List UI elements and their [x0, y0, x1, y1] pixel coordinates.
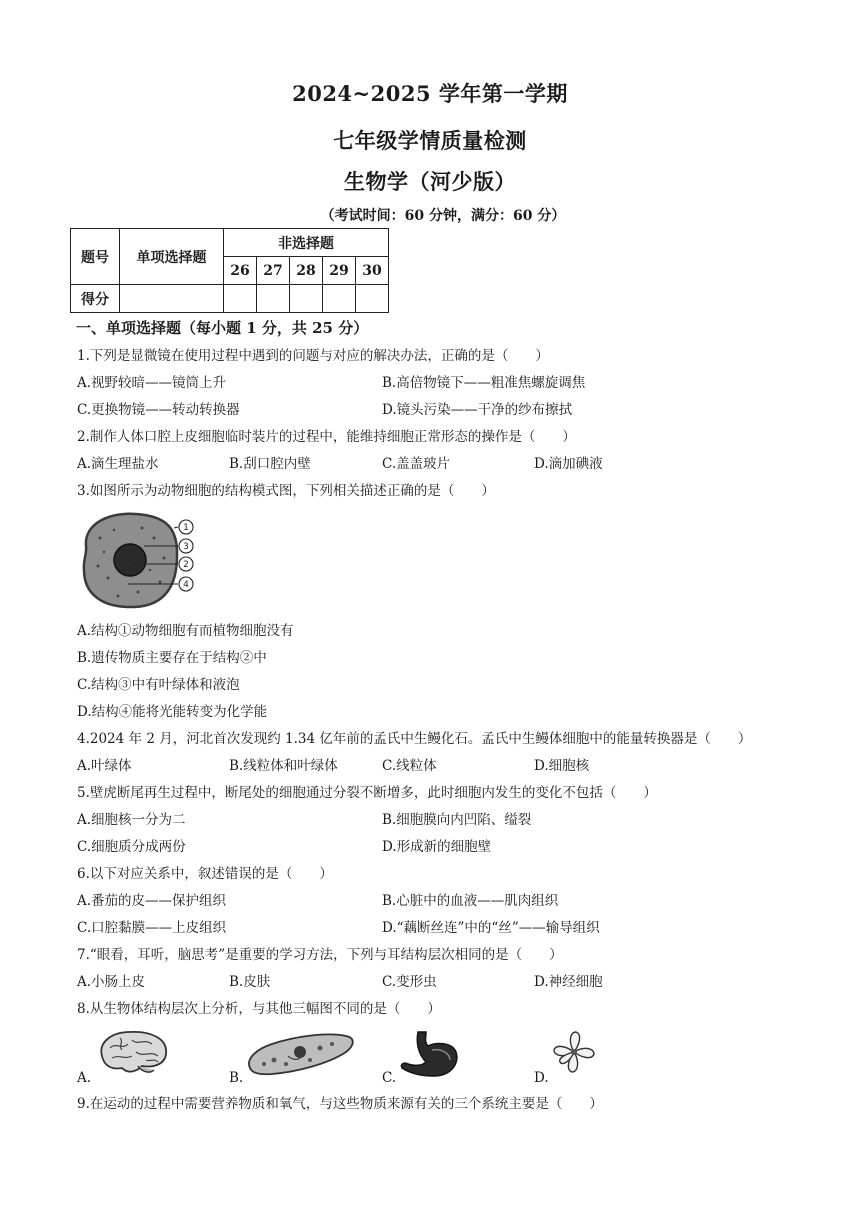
- score-table-number: 27: [257, 257, 290, 285]
- question-5-option-d: D.形成新的细胞壁: [382, 839, 492, 855]
- exam-title-grade: 七年级学情质量检测: [333, 128, 527, 153]
- question-3-stem: 3.如图所示为动物细胞的结构模式图，下列相关描述正确的是（ ）: [77, 483, 495, 499]
- question-2-option-a: A.滴生理盐水: [77, 456, 159, 472]
- question-4-stem: 4.2024 年 2 月，河北首次发现约 1.34 亿年前的孟氏中生鳗化石。孟氏中生鳗体细胞中的能量转换器是（ ）: [77, 731, 752, 747]
- question-7-stem: 7.“眼看，耳听，脑思考”是重要的学习方法，下列与耳结构层次相同的是（ ）: [77, 947, 563, 963]
- question-8-stem: 8.从生物体结构层次上分析，与其他三幅图不同的是（ ）: [77, 1001, 441, 1017]
- animal-cell-diagram: [78, 508, 200, 612]
- question-3-option-c: C.结构③中有叶绿体和液泡: [77, 677, 240, 693]
- question-7-option-b: B.皮肤: [229, 974, 271, 990]
- question-2-option-b: B.刮口腔内壁: [229, 456, 311, 472]
- question-8-option-d: D.: [534, 1070, 549, 1086]
- question-4-option-c: C.线粒体: [382, 758, 437, 774]
- score-table-number: 30: [356, 257, 389, 285]
- score-cell[interactable]: [120, 285, 224, 313]
- question-6-option-a: A.番茄的皮——保护组织: [77, 893, 227, 909]
- exam-info: （考试时间：60 分钟，满分：60 分）: [320, 208, 566, 224]
- score-cell[interactable]: [323, 285, 356, 313]
- score-table-header-nonchoice: 非选择题: [224, 229, 389, 257]
- question-6-option-d: D.“藕断丝连”中的“丝”——输导组织: [382, 920, 600, 936]
- question-8-option-a: A.: [77, 1070, 92, 1086]
- question-4-option-a: A.叶绿体: [77, 758, 132, 774]
- section-heading: 一、单项选择题（每小题 1 分，共 25 分）: [76, 319, 369, 337]
- question-1-stem: 1.下列是显微镜在使用过程中遇到的问题与对应的解决办法，正确的是（ ）: [77, 348, 549, 364]
- question-3-option-a: A.结构①动物细胞有而植物细胞没有: [77, 623, 294, 639]
- question-6-stem: 6.以下对应关系中，叙述错误的是（ ）: [77, 866, 333, 882]
- question-1-option-d: D.镜头污染——干净的纱布擦拭: [382, 402, 573, 418]
- score-cell[interactable]: [224, 285, 257, 313]
- score-table-header-question: 题号: [71, 229, 120, 285]
- score-table-header-single: 单项选择题: [120, 229, 224, 285]
- exam-title-subject: 生物学（河少版）: [344, 169, 516, 194]
- question-5-option-c: C.细胞质分成两份: [77, 839, 186, 855]
- svg-text:2: 2: [183, 560, 189, 570]
- question-5-option-b: B.细胞膜向内凹陷、缢裂: [382, 812, 532, 828]
- question-5-stem: 5.壁虎断尾再生过程中，断尾处的细胞通过分裂不断增多，此时细胞内发生的变化不包括（ ）: [77, 785, 657, 801]
- score-table-number: 28: [290, 257, 323, 285]
- exam-title-year: 2024~2025 学年第一学期: [292, 81, 568, 106]
- question-2-option-d: D.滴加碘液: [534, 456, 603, 472]
- question-8-option-c: C.: [382, 1070, 397, 1086]
- question-4-option-d: D.细胞核: [534, 758, 590, 774]
- svg-text:3: 3: [183, 542, 189, 552]
- question-8-option-b: B.: [229, 1070, 244, 1086]
- question-7-option-d: D.神经细胞: [534, 974, 603, 990]
- question-7-option-c: C.变形虫: [382, 974, 437, 990]
- question-7-option-a: A.小肠上皮: [77, 974, 146, 990]
- question-1-option-a: A.视野较暗——镜筒上升: [77, 375, 227, 391]
- score-table-number: 29: [323, 257, 356, 285]
- brain-image: [96, 1028, 172, 1076]
- question-4-option-b: B.线粒体和叶绿体: [229, 758, 338, 774]
- score-cell[interactable]: [290, 285, 323, 313]
- question-2-stem: 2.制作人体口腔上皮细胞临时装片的过程中，能维持细胞正常形态的操作是（ ）: [77, 429, 576, 445]
- question-3-option-b: B.遗传物质主要存在于结构②中: [77, 650, 267, 666]
- score-table-row-score: 得分: [71, 285, 120, 313]
- question-2-option-c: C.盖盖玻片: [382, 456, 451, 472]
- score-table-number: 26: [224, 257, 257, 285]
- question-1-option-c: C.更换物镜——转动转换器: [77, 402, 240, 418]
- stomach-image: [396, 1028, 462, 1082]
- question-3-option-d: D.结构④能将光能转变为化学能: [77, 704, 268, 720]
- score-cell[interactable]: [356, 285, 389, 313]
- score-table: [70, 228, 389, 313]
- question-9-stem: 9.在运动的过程中需要营养物质和氧气，与这些物质来源有关的三个系统主要是（ ）: [77, 1096, 603, 1112]
- paramecium-image: [244, 1030, 358, 1078]
- question-5-option-a: A.细胞核一分为二: [77, 812, 186, 828]
- flower-image: [550, 1028, 598, 1078]
- svg-text:1: 1: [183, 523, 189, 533]
- svg-text:4: 4: [183, 580, 189, 590]
- question-1-option-b: B.高倍物镜下——粗准焦螺旋调焦: [382, 375, 586, 391]
- question-6-option-c: C.口腔黏膜——上皮组织: [77, 920, 227, 936]
- question-6-option-b: B.心脏中的血液——肌肉组织: [382, 893, 559, 909]
- score-cell[interactable]: [257, 285, 290, 313]
